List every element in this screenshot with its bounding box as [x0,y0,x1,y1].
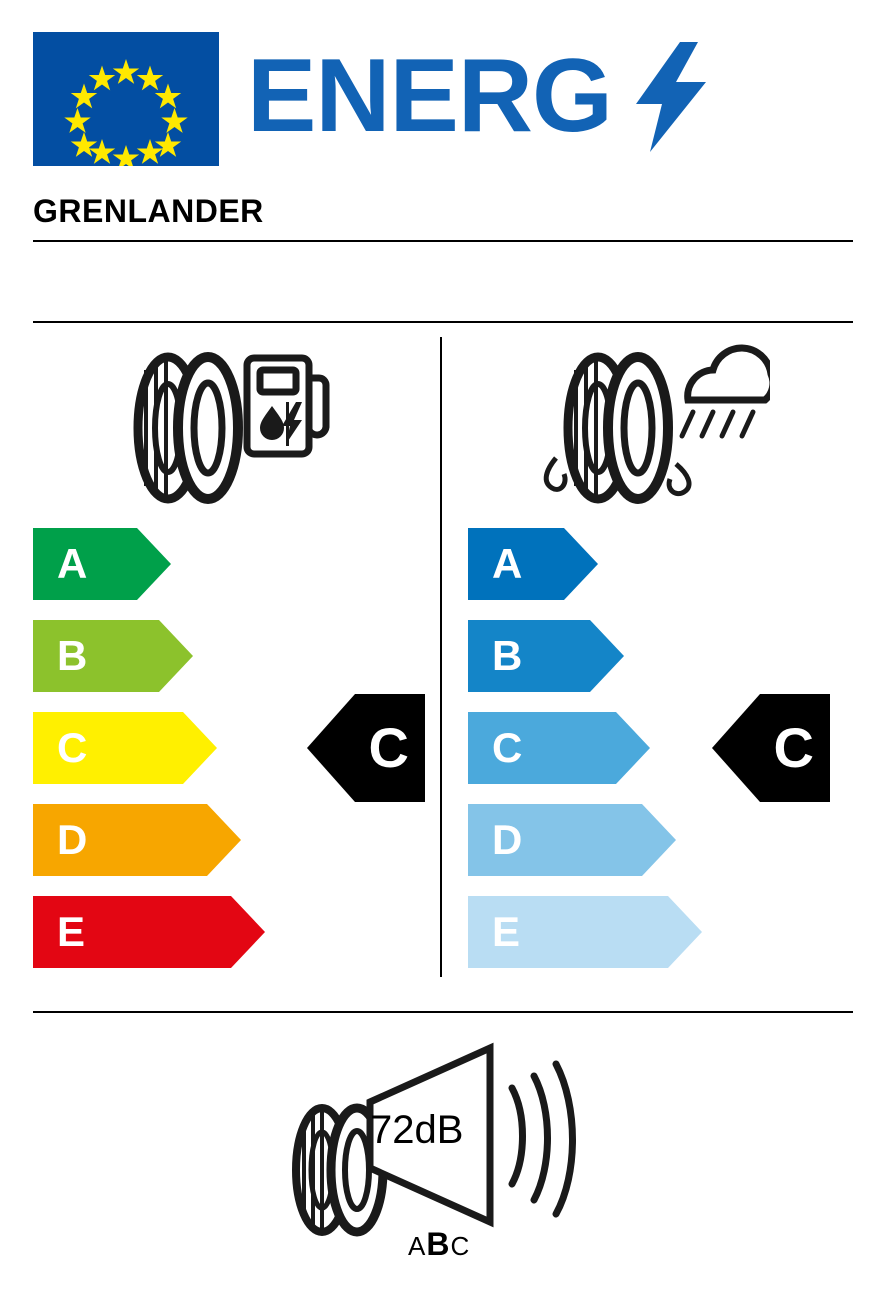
wet-grade-c [468,712,650,784]
wet-grade-a-letter: A [492,540,523,587]
fuel-grade-b-letter: B [57,632,88,679]
fuel-grade-a [33,528,171,600]
tyre-fuel-pump-icon [120,340,330,520]
wet-grade-e [468,896,702,968]
divider-top [33,240,853,242]
noise-value: 72dB [370,1108,464,1152]
divider-second [33,321,853,323]
wet-grade-c-letter: C [492,724,523,771]
lightning-bolt-icon [636,42,706,152]
fuel-grade-a-letter: A [57,540,88,587]
brand-name: GRENLANDER [33,193,264,229]
energy-wordmark: ENERG [247,38,612,154]
wet-rating-letter: C [773,716,814,779]
wet-grade-d-letter: D [492,816,523,863]
wet-grade-d [468,804,676,876]
wet-grade-b [468,620,624,692]
fuel-grade-e-letter: E [57,908,86,955]
fuel-grade-d-letter: D [57,816,88,863]
fuel-grade-c [33,712,217,784]
wet-grade-e-letter: E [492,908,521,955]
wet-rating-pointer [712,694,830,802]
fuel-grade-e [33,896,265,968]
wet-grade-a [468,528,598,600]
fuel-grade-c-letter: C [57,724,88,771]
eu-flag-icon [33,32,219,166]
tyre-rain-cloud-icon [530,340,770,520]
grade-arrow-shape [468,528,598,600]
divider-vertical [440,337,442,977]
noise-class-a: A [408,1231,427,1261]
fuel-rating-letter: C [368,716,409,779]
fuel-grade-d [33,804,241,876]
eu-stars-icon [33,32,219,166]
noise-class-b: B [426,1226,451,1262]
grade-arrow-shape [33,528,171,600]
divider-third [33,1011,853,1013]
wet-grade-b-letter: B [492,632,523,679]
noise-class-scale [408,1226,471,1262]
noise-class-c: C [450,1231,471,1261]
fuel-rating-pointer [307,694,425,802]
fuel-grade-b [33,620,193,692]
